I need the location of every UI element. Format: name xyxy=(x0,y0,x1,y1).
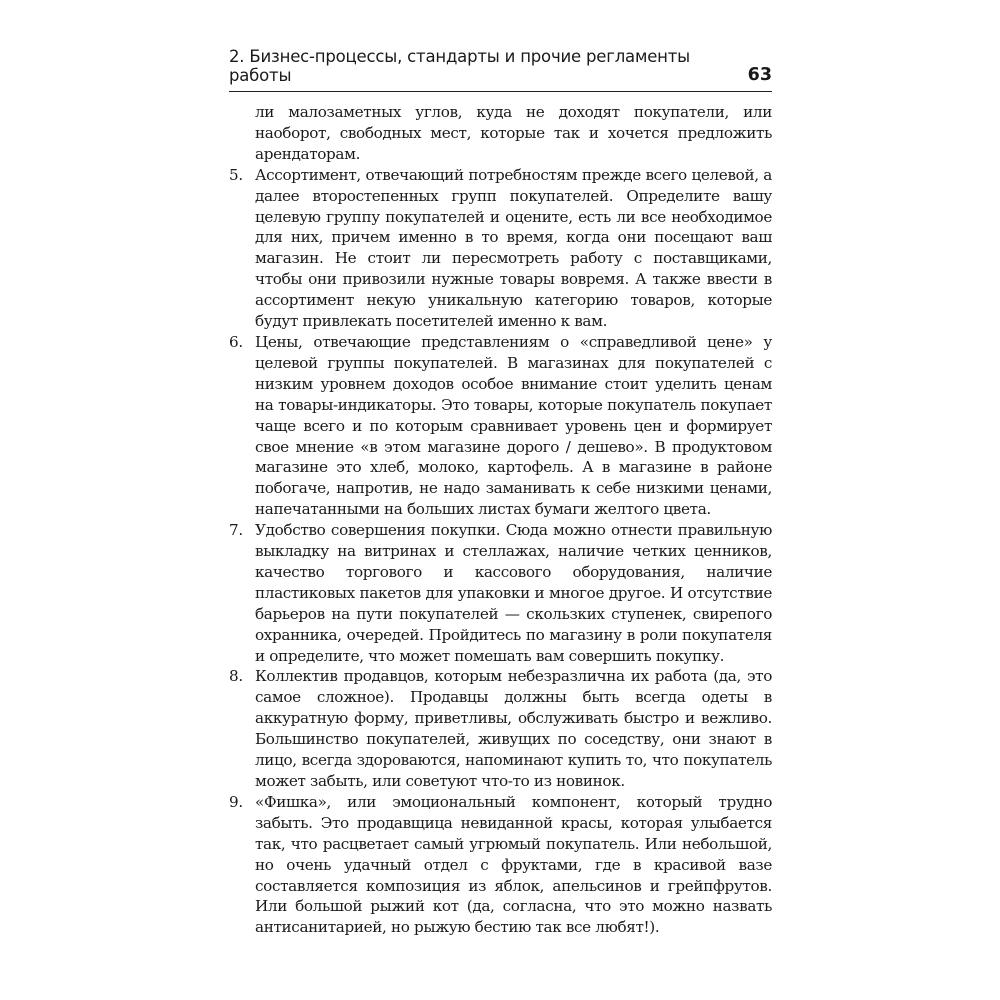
list-item-text: Ассортимент, отвечающий потребностям прежде всего целевой, а далее второстепенных групп покупателей. Определите вашу целевую группу покупателей и оцените, есть ли все необходимое для них, причем именно в то время, когда они посещают ваш магазин. Не стоит ли пересмотреть работу с поставщиками, чтобы они привозили нужные товары вовремя. А также ввести в ассортимент некую уникальную категорию товаров, которые будут привлекать посетителей именно к вам. xyxy=(255,165,772,331)
list-item-number: 7. xyxy=(229,521,243,540)
body-text xyxy=(229,102,772,938)
list-item-number: 8. xyxy=(229,667,243,686)
page-number: 63 xyxy=(747,65,772,85)
continuation-paragraph: ли малозаметных углов, куда не доходят покупатели, или наоборот, свободных мест, которые так и хочется предложить арендаторам. xyxy=(255,103,772,163)
chapter-title: 2. Бизнес-процессы, стандарты и прочие регламенты работы xyxy=(229,47,690,85)
list-item xyxy=(229,666,772,791)
list-item-number: 6. xyxy=(229,332,243,351)
running-header xyxy=(229,47,772,92)
list-item-number: 5. xyxy=(229,165,243,184)
list-item-text: Удобство совершения покупки. Сюда можно отнести правильную выкладку на витринах и стеллажах, наличие четких ценников, качество торгового и кассового оборудования, наличие пластиковых пакетов для упаковки и многое другое. И отсутствие барьеров на пути покупателей — скользких ступенек, свирепого охранника, очередей. Пройдитесь по магазину в роли покупателя и определите, что может помешать вам совершить покупку. xyxy=(255,521,772,665)
list-item-text: «Фишка», или эмоциональный компонент, который трудно забыть. Это продавщица невиданной красы, которая улыбается так, что расцветает самый угрюмый покупатель. Или небольшой, но очень удачный отдел с фруктами, где в красивой вазе составляется композиция из яблок, апельсинов и грейпфрутов. Или большой рыжий кот (да, согласна, что это можно назвать антисанитарией, но рыжую бестию так все любят!). xyxy=(255,792,772,937)
list-item xyxy=(229,792,772,938)
list-item xyxy=(229,332,772,520)
list-item-text: Коллектив продавцов, которым небезразлична их работа (да, это самое сложное). Продавцы должны быть всегда одеты в аккуратную форму, приветливы, обслуживать быстро и вежливо. Большинство покупателей, живущих по соседству, они знают в лицо, всегда здороваются, напоминают купить то, что покупатель может забыть, или советуют что-то из новинок. xyxy=(255,667,772,790)
numbered-list xyxy=(229,165,772,939)
list-item-number: 9. xyxy=(229,792,243,811)
list-item xyxy=(229,520,772,666)
list-item xyxy=(229,165,772,332)
list-item-text: Цены, отвечающие представлениям о «справедливой цене» у целевой группы покупателей. В магазинах для покупателей с низким уровнем доходов особое внимание стоит уделить ценам на товары-индикаторы. Это товары, которые покупатель покупает чаще всего и по которым сравнивает уровень цен и формирует свое мнение «в этом магазине дорого / дешево». В продуктовом магазине это хлеб, молоко, картофель. А в магазине в районе побогаче, напротив, не надо заманивать к себе низкими ценами, напечатанными на больших листах бумаги желтого цвета. xyxy=(255,332,772,519)
